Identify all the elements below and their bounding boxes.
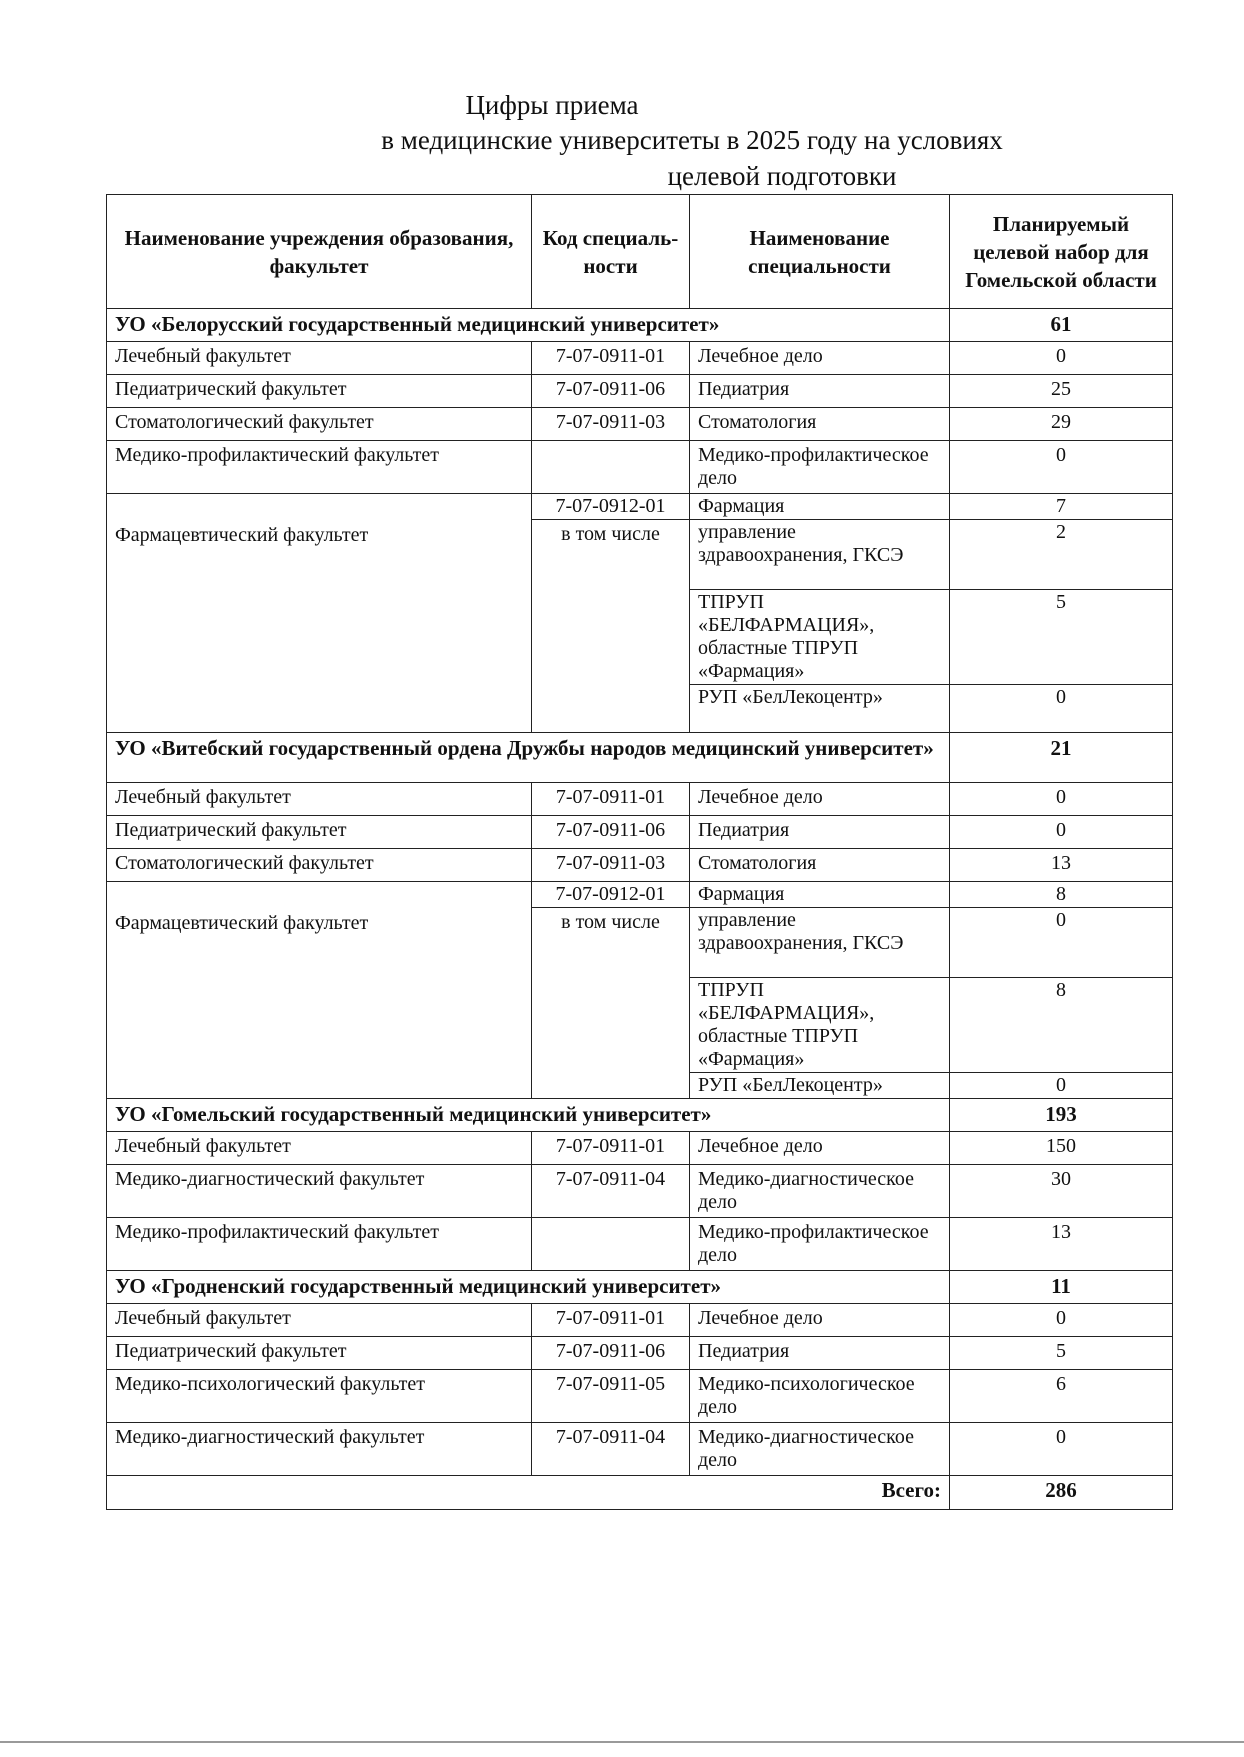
- specialty-name: ТПРУП «БЕЛФАРМАЦИЯ», областные ТПРУП «Фармация»: [690, 978, 950, 1073]
- faculty-name: Лечебный факультет: [107, 1132, 532, 1165]
- specialty-name: Стоматология: [690, 408, 950, 441]
- table-row: [107, 1165, 1173, 1218]
- title-line-1: Цифры приема: [465, 90, 639, 120]
- planned-value: 0: [950, 685, 1173, 733]
- header-specialty: Наименование специальности: [690, 195, 950, 309]
- total-label: Всего:: [107, 1476, 950, 1510]
- specialty-code: 7-07-0911-06: [532, 375, 690, 408]
- including-label: в том числе: [532, 520, 690, 733]
- admission-table: [106, 194, 1173, 1510]
- table-row: [107, 1132, 1173, 1165]
- planned-value: 0: [950, 783, 1173, 816]
- including-label: в том числе: [532, 908, 690, 1099]
- planned-value: 0: [950, 342, 1173, 375]
- faculty-name: Фармацевтический факультет: [107, 882, 532, 1099]
- total-row: [107, 1476, 1173, 1510]
- faculty-name: Медико-профилактический факультет: [107, 1218, 532, 1271]
- planned-value: 8: [950, 978, 1173, 1073]
- university-name: УО «Гродненский государственный медицинский университет»: [107, 1271, 950, 1304]
- specialty-name: Медико-психологическое дело: [690, 1370, 950, 1423]
- specialty-code: 7-07-0911-01: [532, 783, 690, 816]
- table-row: [107, 342, 1173, 375]
- planned-value: 0: [950, 441, 1173, 494]
- planned-value: 29: [950, 408, 1173, 441]
- faculty-name: Медико-профилактический факультет: [107, 441, 532, 494]
- total-value: 286: [950, 1476, 1173, 1510]
- table-row: [107, 375, 1173, 408]
- university-name: УО «Витебский государственный ордена Дружбы народов медицинский университет»: [107, 733, 950, 783]
- faculty-name: Лечебный факультет: [107, 783, 532, 816]
- planned-value: 5: [950, 590, 1173, 685]
- university-row: [107, 1099, 1173, 1132]
- pharmacy-row: [107, 494, 1173, 520]
- specialty-code: 7-07-0911-04: [532, 1165, 690, 1218]
- specialty-name: Фармация: [690, 882, 950, 908]
- planned-value: 0: [950, 1073, 1173, 1099]
- planned-value: 0: [950, 1304, 1173, 1337]
- header-row: [107, 195, 1173, 309]
- planned-value: 8: [950, 882, 1173, 908]
- specialty-name: Лечебное дело: [690, 342, 950, 375]
- university-row: [107, 733, 1173, 783]
- table-row: [107, 1218, 1173, 1271]
- university-row: [107, 309, 1173, 342]
- planned-value: 7: [950, 494, 1173, 520]
- planned-value: 30: [950, 1165, 1173, 1218]
- planned-value: 6: [950, 1370, 1173, 1423]
- specialty-code: 7-07-0911-01: [532, 1304, 690, 1337]
- faculty-name: Лечебный факультет: [107, 342, 532, 375]
- table-row: [107, 849, 1173, 882]
- planned-value: 0: [950, 908, 1173, 978]
- specialty-code: 7-07-0911-01: [532, 342, 690, 375]
- planned-value: 0: [950, 816, 1173, 849]
- specialty-code: 7-07-0911-06: [532, 816, 690, 849]
- faculty-name: Педиатрический факультет: [107, 1337, 532, 1370]
- specialty-name: ТПРУП «БЕЛФАРМАЦИЯ», областные ТПРУП «Фармация»: [690, 590, 950, 685]
- specialty-code: 7-07-0911-04: [532, 1423, 690, 1476]
- specialty-name: Педиатрия: [690, 375, 950, 408]
- specialty-code: 7-07-0912-01: [532, 882, 690, 908]
- university-name: УО «Белорусский государственный медицинский университет»: [107, 309, 950, 342]
- planned-value: 2: [950, 520, 1173, 590]
- specialty-name: Медико-диагностическое дело: [690, 1423, 950, 1476]
- faculty-name: Стоматологический факультет: [107, 849, 532, 882]
- planned-value: 0: [950, 1423, 1173, 1476]
- specialty-name: Лечебное дело: [690, 783, 950, 816]
- faculty-name: Лечебный факультет: [107, 1304, 532, 1337]
- table-row: [107, 1423, 1173, 1476]
- specialty-code: 7-07-0911-01: [532, 1132, 690, 1165]
- specialty-name: Фармация: [690, 494, 950, 520]
- table-row: [107, 816, 1173, 849]
- table-row: [107, 1370, 1173, 1423]
- planned-value: 13: [950, 1218, 1173, 1271]
- pharmacy-row: [107, 882, 1173, 908]
- title-line-2: в медицинские университеты в 2025 году на условиях: [381, 125, 1003, 155]
- university-total: 11: [950, 1271, 1173, 1304]
- faculty-name: Педиатрический факультет: [107, 375, 532, 408]
- specialty-code: 7-07-0912-01: [532, 494, 690, 520]
- table-row: [107, 408, 1173, 441]
- planned-value: 150: [950, 1132, 1173, 1165]
- specialty-code: [532, 1218, 690, 1271]
- faculty-name: Стоматологический факультет: [107, 408, 532, 441]
- specialty-name: Педиатрия: [690, 1337, 950, 1370]
- university-row: [107, 1271, 1173, 1304]
- university-total: 61: [950, 309, 1173, 342]
- specialty-name: Лечебное дело: [690, 1304, 950, 1337]
- faculty-name: Педиатрический факультет: [107, 816, 532, 849]
- specialty-name: Лечебное дело: [690, 1132, 950, 1165]
- specialty-name: Медико-профилактическое дело: [690, 441, 950, 494]
- specialty-code: 7-07-0911-03: [532, 849, 690, 882]
- header-institution: Наименование учреждения образования, факультет: [107, 195, 532, 309]
- faculty-name: Медико-психологический факультет: [107, 1370, 532, 1423]
- faculty-name: Фармацевтический факультет: [107, 494, 532, 733]
- university-total: 193: [950, 1099, 1173, 1132]
- specialty-name: Медико-диагностическое дело: [690, 1165, 950, 1218]
- specialty-code: 7-07-0911-05: [532, 1370, 690, 1423]
- table-row: [107, 441, 1173, 494]
- faculty-name: Медико-диагностический факультет: [107, 1165, 532, 1218]
- faculty-name: Медико-диагностический факультет: [107, 1423, 532, 1476]
- page-edge: [0, 1741, 1244, 1743]
- header-planned: Планируемый целевой набор для Гомельской области: [950, 195, 1173, 309]
- specialty-name: Медико-профилактическое дело: [690, 1218, 950, 1271]
- specialty-name: управление здравоохранения, ГКСЭ: [690, 520, 950, 590]
- specialty-code: 7-07-0911-06: [532, 1337, 690, 1370]
- specialty-name: управление здравоохранения, ГКСЭ: [690, 908, 950, 978]
- specialty-name: РУП «БелЛекоцентр»: [690, 1073, 950, 1099]
- specialty-name: РУП «БелЛекоцентр»: [690, 685, 950, 733]
- table-row: [107, 1337, 1173, 1370]
- planned-value: 13: [950, 849, 1173, 882]
- specialty-name: Стоматология: [690, 849, 950, 882]
- specialty-code: 7-07-0911-03: [532, 408, 690, 441]
- title-line-3: целевой подготовки: [667, 161, 897, 191]
- planned-value: 5: [950, 1337, 1173, 1370]
- table-row: [107, 1304, 1173, 1337]
- specialty-code: [532, 441, 690, 494]
- specialty-name: Педиатрия: [690, 816, 950, 849]
- planned-value: 25: [950, 375, 1173, 408]
- table-body: [107, 309, 1173, 1510]
- university-name: УО «Гомельский государственный медицинский университет»: [107, 1099, 950, 1132]
- table-row: [107, 783, 1173, 816]
- university-total: 21: [950, 733, 1173, 783]
- header-code: Код специаль-ности: [532, 195, 690, 309]
